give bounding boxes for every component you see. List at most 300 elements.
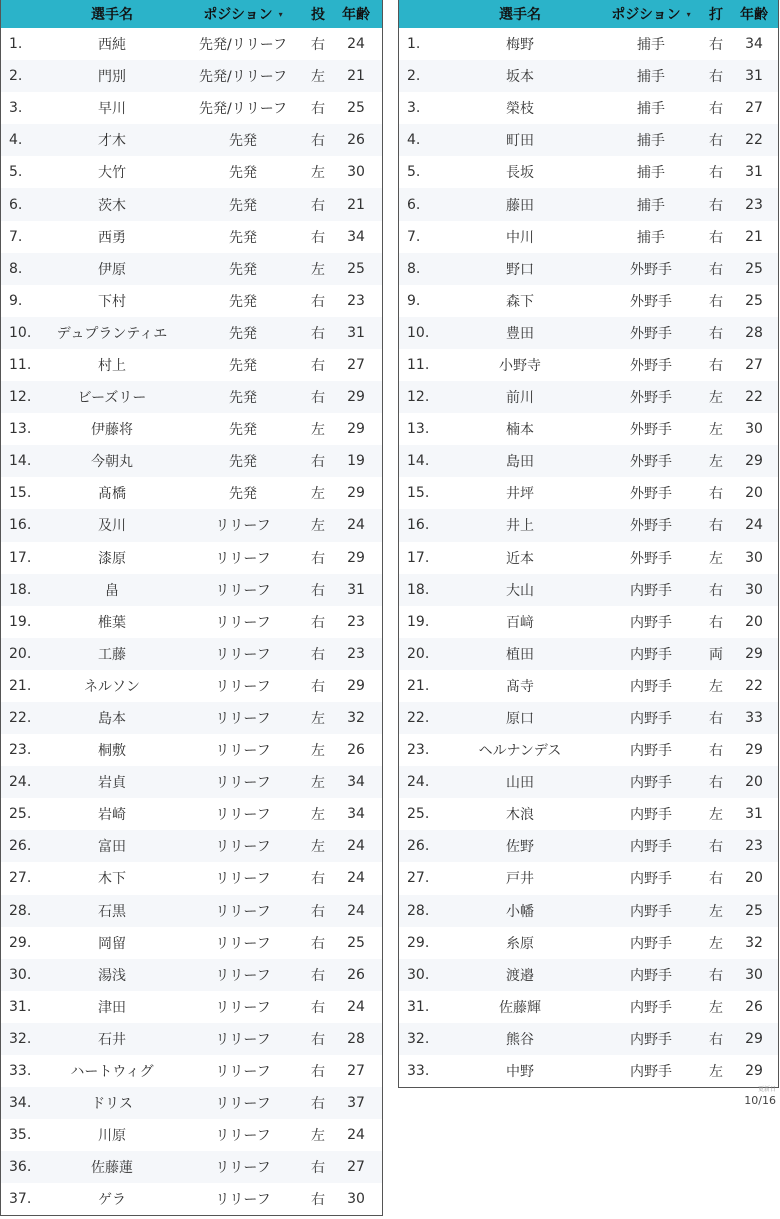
player-hand: 左 <box>709 550 723 567</box>
player-hand: 右 <box>311 935 325 952</box>
player-name: 桐敷 <box>98 743 126 760</box>
player-name: 門別 <box>98 69 126 86</box>
player-hand: 左 <box>709 454 723 471</box>
player-age: 23 <box>347 292 365 309</box>
table-row[interactable] <box>1 253 382 285</box>
player-name: 熊谷 <box>506 1031 534 1048</box>
player-name: 榮枝 <box>506 101 534 118</box>
player-age: 21 <box>347 68 365 85</box>
player-name: 佐野 <box>506 839 534 856</box>
row-number: 33. <box>9 1063 32 1080</box>
row-number: 32. <box>407 1030 430 1047</box>
table-row[interactable] <box>1 606 382 638</box>
player-hand: 右 <box>311 1192 325 1209</box>
table-row[interactable] <box>1 959 382 991</box>
player-hand: 左 <box>709 1064 723 1081</box>
player-age: 22 <box>745 677 763 694</box>
player-age: 29 <box>745 742 763 759</box>
player-name: ドリス <box>91 1096 133 1113</box>
player-age: 23 <box>745 838 763 855</box>
sort-desc-icon[interactable]: ▾ <box>686 9 691 19</box>
table-row[interactable] <box>1 1055 382 1087</box>
table-row[interactable] <box>399 991 778 1023</box>
table-row[interactable] <box>399 381 778 413</box>
player-position: リリーフ <box>215 935 271 952</box>
player-name: 井坪 <box>506 486 534 503</box>
table-row[interactable] <box>1 60 382 92</box>
player-age: 29 <box>745 645 763 662</box>
table-row[interactable] <box>1 477 382 509</box>
row-number: 7. <box>9 228 23 245</box>
player-position: 内野手 <box>630 646 672 663</box>
table-row[interactable] <box>399 670 778 702</box>
player-name: 森下 <box>506 293 534 310</box>
row-number: 30. <box>407 966 430 983</box>
player-hand: 右 <box>709 261 723 278</box>
player-position: リリーフ <box>215 839 271 856</box>
player-name: 伊原 <box>98 261 126 278</box>
player-position: 先発 <box>229 165 257 182</box>
table-row[interactable] <box>399 124 778 156</box>
table-body <box>399 28 778 1087</box>
player-position: 内野手 <box>630 1064 672 1081</box>
table-row[interactable] <box>399 734 778 766</box>
row-number: 12. <box>407 389 430 406</box>
player-position: リリーフ <box>215 967 271 984</box>
row-number: 3. <box>407 100 421 117</box>
player-position: リリーフ <box>215 678 271 695</box>
player-name: 植田 <box>506 646 534 663</box>
player-position: 先発 <box>229 293 257 310</box>
player-position: リリーフ <box>215 550 271 567</box>
pitchers-table <box>0 0 383 1216</box>
player-hand: 右 <box>311 967 325 984</box>
row-number: 8. <box>9 260 23 277</box>
table-row[interactable] <box>1 542 382 574</box>
player-hand: 右 <box>709 518 723 535</box>
player-position: リリーフ <box>215 1160 271 1177</box>
table-row[interactable] <box>399 156 778 188</box>
row-number: 2. <box>407 68 421 85</box>
table-row[interactable] <box>399 317 778 349</box>
header-name[interactable]: 選手名 <box>91 7 133 23</box>
player-hand: 右 <box>311 357 325 374</box>
player-name: 津田 <box>98 999 126 1016</box>
player-hand: 左 <box>709 390 723 407</box>
player-hand: 右 <box>311 999 325 1016</box>
player-name: 渡邉 <box>506 967 534 984</box>
player-hand: 左 <box>709 807 723 824</box>
table-row[interactable] <box>399 798 778 830</box>
table-row[interactable] <box>1 221 382 253</box>
player-age: 23 <box>745 196 763 213</box>
row-number: 17. <box>9 549 32 566</box>
row-number: 16. <box>9 517 32 534</box>
player-name: 佐藤蓮 <box>91 1160 133 1177</box>
player-position: 捕手 <box>637 197 665 214</box>
player-name: 髙橋 <box>98 486 126 503</box>
player-name: 髙寺 <box>506 678 534 695</box>
table-row[interactable] <box>1 1183 382 1215</box>
player-hand: 右 <box>311 1096 325 1113</box>
table-row[interactable] <box>1 28 382 60</box>
table-row[interactable] <box>399 638 778 670</box>
player-hand: 右 <box>709 614 723 631</box>
row-number: 17. <box>407 549 430 566</box>
player-hand: 右 <box>311 454 325 471</box>
player-hand: 右 <box>311 1064 325 1081</box>
player-hand: 左 <box>311 807 325 824</box>
header-age[interactable]: 年齢 <box>342 7 370 23</box>
table-row[interactable] <box>1 862 382 894</box>
player-position: 内野手 <box>630 967 672 984</box>
player-position: 内野手 <box>630 839 672 856</box>
row-number: 1. <box>9 36 23 53</box>
player-hand: 右 <box>311 678 325 695</box>
row-number: 5. <box>407 164 421 181</box>
player-position: 先発 <box>229 486 257 503</box>
table-row[interactable] <box>399 477 778 509</box>
player-position: 外野手 <box>630 357 672 374</box>
player-position: 外野手 <box>630 390 672 407</box>
player-position: 内野手 <box>630 775 672 792</box>
table-row[interactable] <box>1 702 382 734</box>
table-row[interactable] <box>1 638 382 670</box>
player-position: リリーフ <box>215 775 271 792</box>
row-number: 3. <box>9 100 23 117</box>
player-name: 小野寺 <box>499 357 541 374</box>
row-number: 9. <box>9 292 23 309</box>
player-position: リリーフ <box>215 1128 271 1145</box>
player-name: 伊藤将 <box>91 422 133 439</box>
player-age: 21 <box>347 196 365 213</box>
table-row[interactable] <box>399 1023 778 1055</box>
player-age: 27 <box>745 100 763 117</box>
player-hand: 左 <box>311 261 325 278</box>
player-age: 32 <box>745 934 763 951</box>
row-number: 21. <box>407 677 430 694</box>
table-row[interactable] <box>399 702 778 734</box>
row-number: 19. <box>9 613 32 630</box>
player-hand: 左 <box>311 711 325 728</box>
player-name: ゲラ <box>98 1192 126 1209</box>
table-row[interactable] <box>1 509 382 541</box>
player-hand: 右 <box>709 293 723 310</box>
player-position: 内野手 <box>630 711 672 728</box>
player-age: 30 <box>347 1191 365 1208</box>
table-row[interactable] <box>1 156 382 188</box>
player-hand: 右 <box>709 775 723 792</box>
player-age: 27 <box>347 1063 365 1080</box>
player-age: 23 <box>347 645 365 662</box>
table-row[interactable] <box>399 60 778 92</box>
player-position: 捕手 <box>637 229 665 246</box>
update-info <box>744 1086 776 1107</box>
player-hand: 左 <box>311 486 325 503</box>
player-position: リリーフ <box>215 807 271 824</box>
player-age: 28 <box>745 324 763 341</box>
player-name: 石黒 <box>98 903 126 920</box>
table-row[interactable] <box>399 509 778 541</box>
table-row[interactable] <box>1 92 382 124</box>
player-age: 30 <box>745 549 763 566</box>
player-hand: 右 <box>709 871 723 888</box>
table-row[interactable] <box>399 574 778 606</box>
row-number: 28. <box>407 902 430 919</box>
player-name: 才木 <box>98 133 126 150</box>
row-number: 10. <box>9 324 32 341</box>
player-hand: 右 <box>709 1031 723 1048</box>
player-name: 西勇 <box>98 229 126 246</box>
table-row[interactable] <box>399 413 778 445</box>
player-age: 29 <box>745 1030 763 1047</box>
table-row[interactable] <box>1 1119 382 1151</box>
player-hand: 左 <box>311 1128 325 1145</box>
player-hand: 右 <box>311 1031 325 1048</box>
row-number: 18. <box>407 581 430 598</box>
table-row[interactable] <box>399 606 778 638</box>
player-hand: 右 <box>709 197 723 214</box>
player-name: 石井 <box>98 1031 126 1048</box>
player-position: リリーフ <box>215 711 271 728</box>
header-throws[interactable]: 投 <box>311 7 325 23</box>
player-hand: 右 <box>709 839 723 856</box>
row-number: 34. <box>9 1095 32 1112</box>
row-number: 15. <box>407 485 430 502</box>
player-position: 外野手 <box>630 486 672 503</box>
table-row[interactable] <box>399 221 778 253</box>
player-name: 井上 <box>506 518 534 535</box>
table-row[interactable] <box>399 959 778 991</box>
player-hand: 右 <box>709 101 723 118</box>
player-position: 内野手 <box>630 999 672 1016</box>
player-age: 26 <box>347 966 365 983</box>
player-age: 24 <box>347 998 365 1015</box>
table-row[interactable] <box>1 381 382 413</box>
table-row[interactable] <box>399 1055 778 1087</box>
player-age: 20 <box>745 485 763 502</box>
row-number: 25. <box>9 806 32 823</box>
player-hand: 右 <box>709 325 723 342</box>
player-position: 先発 <box>229 357 257 374</box>
row-number: 8. <box>407 260 421 277</box>
player-name: 漆原 <box>98 550 126 567</box>
player-position: 外野手 <box>630 325 672 342</box>
player-age: 31 <box>347 324 365 341</box>
player-hand: 右 <box>311 614 325 631</box>
player-position: リリーフ <box>215 614 271 631</box>
table-row[interactable] <box>1 1023 382 1055</box>
updated-label: 更新日 <box>757 1086 776 1093</box>
player-age: 20 <box>745 774 763 791</box>
player-position: リリーフ <box>215 903 271 920</box>
player-hand: 右 <box>311 293 325 310</box>
row-number: 27. <box>407 870 430 887</box>
player-hand: 右 <box>311 646 325 663</box>
table-row[interactable] <box>1 1087 382 1119</box>
player-name: 梅野 <box>506 37 534 54</box>
row-number: 4. <box>407 132 421 149</box>
table-row[interactable] <box>1 895 382 927</box>
player-hand: 右 <box>709 69 723 86</box>
table-row[interactable] <box>399 766 778 798</box>
row-number: 36. <box>9 1159 32 1176</box>
player-position: 外野手 <box>630 518 672 535</box>
table-row[interactable] <box>399 830 778 862</box>
row-number: 9. <box>407 292 421 309</box>
table-row[interactable] <box>1 991 382 1023</box>
row-number: 20. <box>9 645 32 662</box>
table-row[interactable] <box>1 188 382 220</box>
table-row[interactable] <box>399 927 778 959</box>
table-row[interactable] <box>399 253 778 285</box>
player-hand: 右 <box>311 101 325 118</box>
player-age: 22 <box>745 389 763 406</box>
sort-desc-icon[interactable]: ▾ <box>278 9 283 19</box>
table-row[interactable] <box>399 895 778 927</box>
table-row[interactable] <box>399 862 778 894</box>
table-row[interactable] <box>1 349 382 381</box>
player-position: 内野手 <box>630 871 672 888</box>
table-row[interactable] <box>399 92 778 124</box>
row-number: 35. <box>9 1127 32 1144</box>
table-row[interactable] <box>1 734 382 766</box>
player-name: 西純 <box>98 37 126 54</box>
player-age: 32 <box>347 710 365 727</box>
player-age: 25 <box>745 902 763 919</box>
row-number: 33. <box>407 1063 430 1080</box>
table-row[interactable] <box>399 542 778 574</box>
player-age: 29 <box>745 1063 763 1080</box>
player-position: 内野手 <box>630 743 672 760</box>
player-hand: 右 <box>311 325 325 342</box>
table-row[interactable] <box>1 574 382 606</box>
row-number: 22. <box>9 710 32 727</box>
row-number: 26. <box>9 838 32 855</box>
player-name: 戸井 <box>506 871 534 888</box>
row-number: 24. <box>9 774 32 791</box>
player-hand: 左 <box>311 518 325 535</box>
player-name: 百﨑 <box>506 614 534 631</box>
player-hand: 右 <box>311 903 325 920</box>
table-row[interactable] <box>1 285 382 317</box>
table-row[interactable] <box>399 285 778 317</box>
player-hand: 右 <box>709 711 723 728</box>
player-position: 捕手 <box>637 101 665 118</box>
table-row[interactable] <box>1 927 382 959</box>
player-position: 先発 <box>229 229 257 246</box>
row-number: 19. <box>407 613 430 630</box>
table-row[interactable] <box>1 445 382 477</box>
row-number: 2. <box>9 68 23 85</box>
row-number: 6. <box>407 196 421 213</box>
player-name: 大竹 <box>98 165 126 182</box>
player-hand: 左 <box>311 69 325 86</box>
table-row[interactable] <box>1 830 382 862</box>
player-hand: 右 <box>311 37 325 54</box>
table-body <box>1 28 382 1215</box>
table-row[interactable] <box>1 413 382 445</box>
player-age: 22 <box>745 132 763 149</box>
player-age: 24 <box>347 838 365 855</box>
player-age: 34 <box>347 228 365 245</box>
player-hand: 左 <box>311 775 325 792</box>
player-position: 内野手 <box>630 903 672 920</box>
player-position: 捕手 <box>637 69 665 86</box>
header-name[interactable]: 選手名 <box>499 7 541 23</box>
player-age: 19 <box>347 453 365 470</box>
player-name: 野口 <box>506 261 534 278</box>
table-row[interactable] <box>1 766 382 798</box>
player-name: 木浪 <box>506 807 534 824</box>
table-row[interactable] <box>1 1151 382 1183</box>
player-name: 大山 <box>506 582 534 599</box>
row-number: 31. <box>9 998 32 1015</box>
row-number: 5. <box>9 164 23 181</box>
table-row[interactable] <box>1 124 382 156</box>
table-row[interactable] <box>1 317 382 349</box>
header-position[interactable] <box>183 4 303 24</box>
player-age: 24 <box>347 870 365 887</box>
player-hand: 左 <box>709 422 723 439</box>
player-name: 川原 <box>98 1128 126 1145</box>
header-bats[interactable]: 打 <box>709 7 723 23</box>
player-position: リリーフ <box>215 1064 271 1081</box>
player-position: 先発 <box>229 325 257 342</box>
player-name: 楠本 <box>506 422 534 439</box>
table-row[interactable] <box>399 188 778 220</box>
player-name: 島本 <box>98 711 126 728</box>
player-name: 町田 <box>506 133 534 150</box>
row-number: 13. <box>407 421 430 438</box>
player-age: 29 <box>347 677 365 694</box>
player-name: 原口 <box>506 711 534 728</box>
header-position[interactable] <box>601 4 701 24</box>
row-number: 25. <box>407 806 430 823</box>
table-row[interactable] <box>399 445 778 477</box>
player-hand: 右 <box>311 582 325 599</box>
player-hand: 右 <box>709 229 723 246</box>
player-position: 先発 <box>229 197 257 214</box>
player-name: ビーズリー <box>77 390 147 407</box>
player-name: 糸原 <box>506 935 534 952</box>
row-number: 21. <box>9 677 32 694</box>
player-age: 31 <box>745 68 763 85</box>
fielders-table <box>398 0 779 1088</box>
player-position: 先発/リリーフ <box>198 69 288 86</box>
row-number: 31. <box>407 998 430 1015</box>
player-name: 村上 <box>98 357 126 374</box>
player-position: 外野手 <box>630 261 672 278</box>
player-hand: 右 <box>311 197 325 214</box>
player-name: 岩貞 <box>98 775 126 792</box>
player-name: ヘルナンデス <box>478 743 562 760</box>
player-position: 先発 <box>229 454 257 471</box>
row-number: 28. <box>9 902 32 919</box>
table-row[interactable] <box>399 28 778 60</box>
player-age: 26 <box>347 132 365 149</box>
table-row[interactable] <box>399 349 778 381</box>
player-position: リリーフ <box>215 1031 271 1048</box>
header-age[interactable]: 年齢 <box>740 7 768 23</box>
player-position: 内野手 <box>630 935 672 952</box>
player-age: 27 <box>347 1159 365 1176</box>
player-hand: 右 <box>709 133 723 150</box>
table-row[interactable] <box>1 670 382 702</box>
player-name: 湯浅 <box>98 967 126 984</box>
table-row[interactable] <box>1 798 382 830</box>
player-position: リリーフ <box>215 582 271 599</box>
